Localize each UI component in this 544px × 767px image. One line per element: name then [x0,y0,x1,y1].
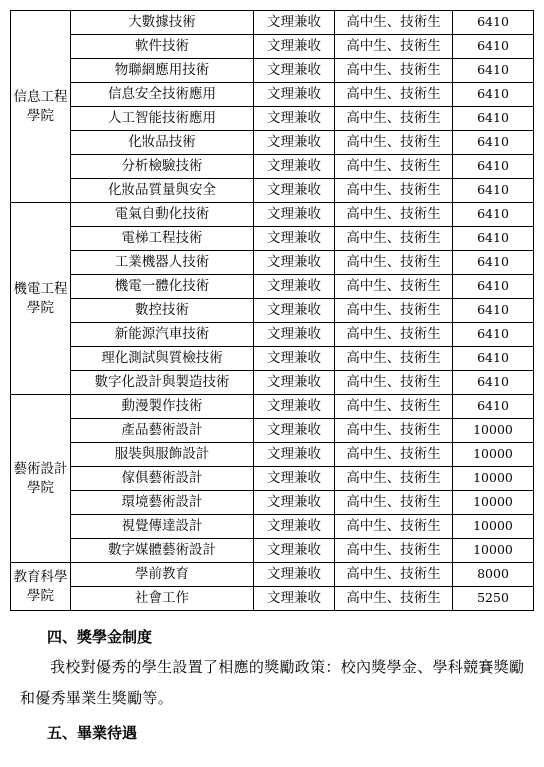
major-cell: 環境藝術設計 [71,491,254,515]
fee-cell: 10000 [453,419,534,443]
table-row [11,107,534,131]
students-cell: 高中生、技術生 [335,299,453,323]
students-cell: 高中生、技術生 [335,251,453,275]
fee-cell: 5250 [453,587,534,611]
major-cell: 服裝與服飾設計 [71,443,254,467]
table-row [11,299,534,323]
fee-cell: 6410 [453,11,534,35]
table-row [11,83,534,107]
fee-cell: 6410 [453,251,534,275]
category-cell: 文理兼收 [254,83,335,107]
major-cell: 視覺傳達設計 [71,515,254,539]
category-cell: 文理兼收 [254,203,335,227]
category-cell: 文理兼收 [254,467,335,491]
college-cell: 信息工程學院 [11,11,71,203]
table-row [11,275,534,299]
table-row [11,155,534,179]
students-cell: 高中生、技術生 [335,155,453,179]
fee-cell: 6410 [453,323,534,347]
students-cell: 高中生、技術生 [335,347,453,371]
category-cell: 文理兼收 [254,587,335,611]
students-cell: 高中生、技術生 [335,179,453,203]
table-row [11,347,534,371]
major-cell: 信息安全技術應用 [71,83,254,107]
section-5-heading: 五、畢業待遇 [47,724,138,742]
fee-cell: 10000 [453,539,534,563]
table-row [11,419,534,443]
major-cell: 機電一體化技術 [71,275,254,299]
students-cell: 高中生、技術生 [335,491,453,515]
table-row [11,59,534,83]
category-cell: 文理兼收 [254,11,335,35]
students-cell: 高中生、技術生 [335,539,453,563]
table-row [11,227,534,251]
category-cell: 文理兼收 [254,35,335,59]
college-cell: 教育科學學院 [11,563,71,611]
major-cell: 社會工作 [71,587,254,611]
students-cell: 高中生、技術生 [335,395,453,419]
category-cell: 文理兼收 [254,275,335,299]
category-cell: 文理兼收 [254,515,335,539]
fee-cell: 6410 [453,83,534,107]
major-cell: 化妝品質量與安全 [71,179,254,203]
students-cell: 高中生、技術生 [335,83,453,107]
fee-cell: 6410 [453,299,534,323]
students-cell: 高中生、技術生 [335,131,453,155]
major-cell: 電梯工程技術 [71,227,254,251]
fee-cell: 6410 [453,203,534,227]
college-cell: 藝術設計學院 [11,395,71,563]
fee-cell: 8000 [453,563,534,587]
table-row [11,443,534,467]
fee-cell: 6410 [453,107,534,131]
fee-cell: 6410 [453,155,534,179]
major-cell: 數字媒體藝術設計 [71,539,254,563]
table-row [11,323,534,347]
fee-cell: 6410 [453,395,534,419]
fee-cell: 10000 [453,491,534,515]
fee-cell: 10000 [453,515,534,539]
fee-cell: 6410 [453,227,534,251]
students-cell: 高中生、技術生 [335,107,453,131]
majors-table-body [11,11,534,611]
section-4-heading: 四、獎學金制度 [47,628,153,646]
major-cell: 軟件技術 [71,35,254,59]
category-cell: 文理兼收 [254,155,335,179]
table-row [11,563,534,587]
table-row [11,35,534,59]
major-cell: 新能源汽車技術 [71,323,254,347]
table-row [11,539,534,563]
category-cell: 文理兼收 [254,227,335,251]
major-cell: 傢俱藝術設計 [71,467,254,491]
majors-table [10,10,534,611]
major-cell: 數字化設計與製造技術 [71,371,254,395]
major-cell: 數控技術 [71,299,254,323]
major-cell: 大數據技術 [71,11,254,35]
section-4-paragraph: 我校對優秀的學生設置了相應的獎勵政策：校內獎學金、學科競賽獎勵和優秀畢業生獎勵等。 [20,658,525,707]
students-cell: 高中生、技術生 [335,587,453,611]
fee-cell: 6410 [453,371,534,395]
major-cell: 動漫製作技術 [71,395,254,419]
category-cell: 文理兼收 [254,107,335,131]
major-cell: 化妝品技術 [71,131,254,155]
table-row [11,395,534,419]
students-cell: 高中生、技術生 [335,419,453,443]
fee-cell: 6410 [453,275,534,299]
major-cell: 理化測試與質檢技術 [71,347,254,371]
category-cell: 文理兼收 [254,371,335,395]
students-cell: 高中生、技術生 [335,443,453,467]
major-cell: 學前教育 [71,563,254,587]
category-cell: 文理兼收 [254,395,335,419]
table-row [11,203,534,227]
major-cell: 物聯網應用技術 [71,59,254,83]
table-row [11,11,534,35]
category-cell: 文理兼收 [254,491,335,515]
major-cell: 人工智能技術應用 [71,107,254,131]
table-row [11,515,534,539]
students-cell: 高中生、技術生 [335,35,453,59]
category-cell: 文理兼收 [254,59,335,83]
students-cell: 高中生、技術生 [335,203,453,227]
category-cell: 文理兼收 [254,539,335,563]
fee-cell: 10000 [453,443,534,467]
students-cell: 高中生、技術生 [335,275,453,299]
category-cell: 文理兼收 [254,443,335,467]
fee-cell: 6410 [453,131,534,155]
students-cell: 高中生、技術生 [335,563,453,587]
category-cell: 文理兼收 [254,563,335,587]
major-cell: 工業機器人技術 [71,251,254,275]
table-row [11,131,534,155]
category-cell: 文理兼收 [254,323,335,347]
table-row [11,179,534,203]
students-cell: 高中生、技術生 [335,515,453,539]
major-cell: 分析檢驗技術 [71,155,254,179]
students-cell: 高中生、技術生 [335,59,453,83]
fee-cell: 6410 [453,59,534,83]
students-cell: 高中生、技術生 [335,227,453,251]
category-cell: 文理兼收 [254,179,335,203]
major-cell: 產品藝術設計 [71,419,254,443]
college-cell: 機電工程學院 [11,203,71,395]
fee-cell: 10000 [453,467,534,491]
fee-cell: 6410 [453,347,534,371]
category-cell: 文理兼收 [254,131,335,155]
category-cell: 文理兼收 [254,347,335,371]
fee-cell: 6410 [453,179,534,203]
students-cell: 高中生、技術生 [335,467,453,491]
category-cell: 文理兼收 [254,419,335,443]
category-cell: 文理兼收 [254,251,335,275]
students-cell: 高中生、技術生 [335,323,453,347]
major-cell: 電氣自動化技術 [71,203,254,227]
table-row [11,587,534,611]
table-row [11,491,534,515]
table-row [11,467,534,491]
students-cell: 高中生、技術生 [335,371,453,395]
table-row [11,371,534,395]
students-cell: 高中生、技術生 [335,11,453,35]
category-cell: 文理兼收 [254,299,335,323]
table-row [11,251,534,275]
fee-cell: 6410 [453,35,534,59]
